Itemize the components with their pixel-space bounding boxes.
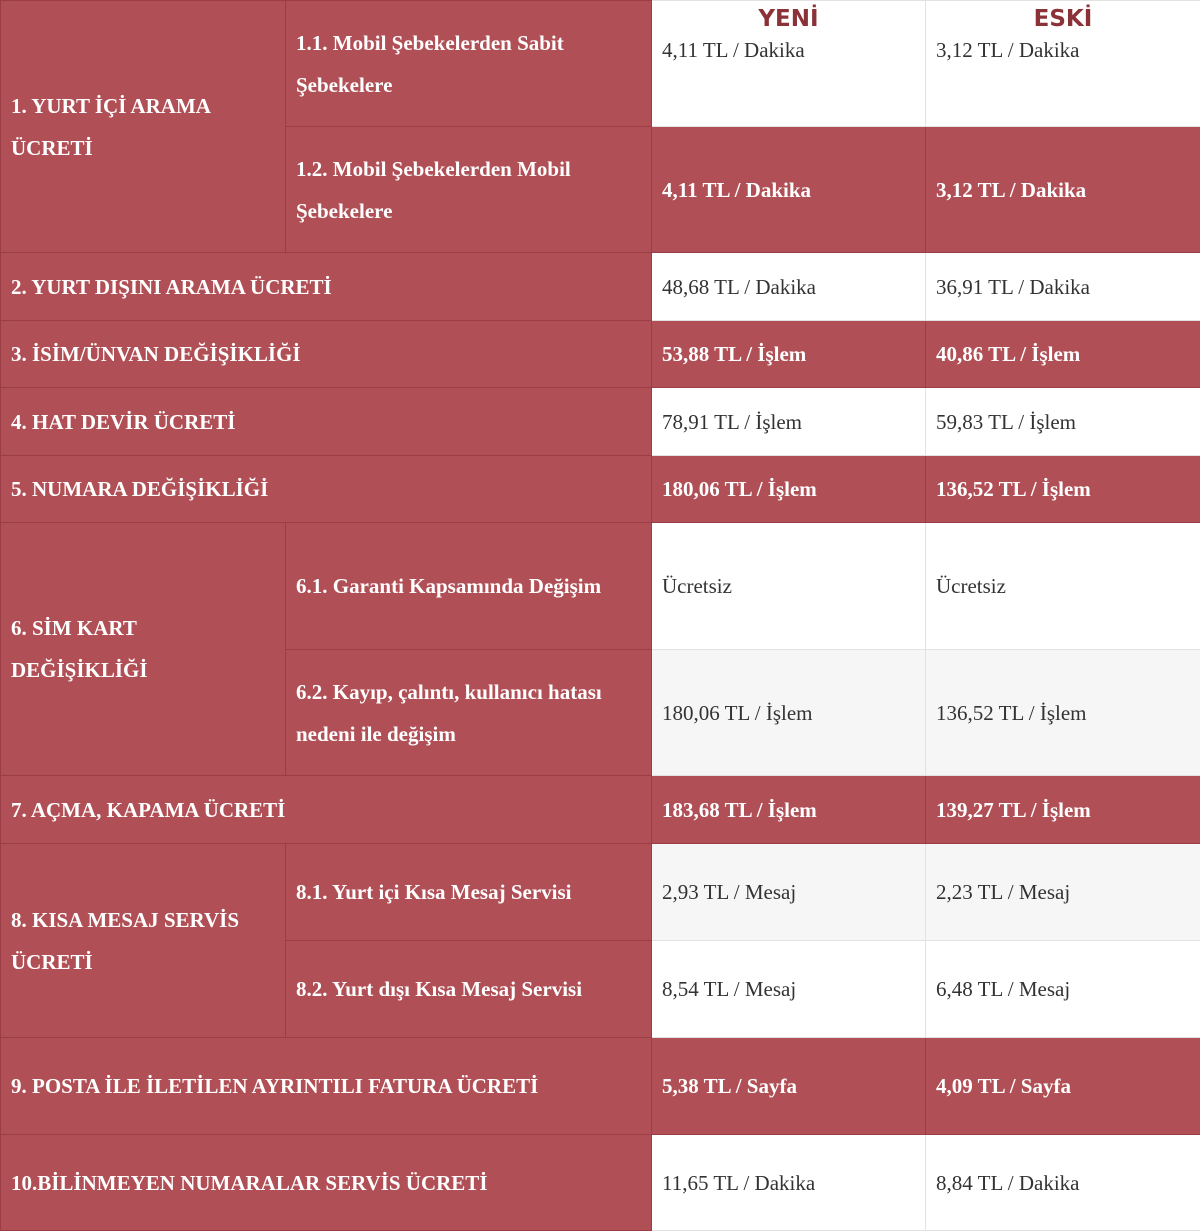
old-price-value: 136,52 TL / İşlem	[926, 456, 1200, 523]
header-old: ESKİ	[936, 7, 1190, 31]
row-label: 6. SİM KART DEĞİŞİKLİĞİ	[1, 523, 286, 776]
new-price-value: 8,54 TL / Mesaj	[652, 941, 926, 1038]
old-price-value: 2,23 TL / Mesaj	[926, 844, 1200, 941]
table-row	[1, 1038, 1200, 1135]
new-price-value: Ücretsiz	[652, 523, 926, 650]
old-price-value: 139,27 TL / İşlem	[926, 776, 1200, 844]
row-label: 7. AÇMA, KAPAMA ÜCRETİ	[1, 776, 652, 844]
new-price-cell	[652, 1, 926, 127]
row-label: 1. YURT İÇİ ARAMA ÜCRETİ	[1, 1, 286, 253]
new-price-value: 4,11 TL / Dakika	[652, 127, 926, 253]
subrow-label: 6.2. Kayıp, çalıntı, kullanıcı hatası nedeni ile değişim	[286, 650, 652, 776]
table-row	[1, 388, 1200, 456]
row-label: 9. POSTA İLE İLETİLEN AYRINTILI FATURA ÜCRETİ	[1, 1038, 652, 1135]
table-row	[1, 776, 1200, 844]
table-row	[1, 321, 1200, 388]
subrow-label: 8.2. Yurt dışı Kısa Mesaj Servisi	[286, 941, 652, 1038]
subrow-label: 1.1. Mobil Şebekelerden Sabit Şebekelere	[286, 1, 652, 127]
row-label: 3. İSİM/ÜNVAN DEĞİŞİKLİĞİ	[1, 321, 652, 388]
table-row	[1, 253, 1200, 321]
header-new: YENİ	[662, 7, 915, 31]
old-price-cell	[926, 1, 1200, 127]
new-price-value: 183,68 TL / İşlem	[652, 776, 926, 844]
new-price-value: 4,11 TL / Dakika	[662, 35, 915, 65]
table-row	[1, 523, 1200, 650]
old-price-value: 4,09 TL / Sayfa	[926, 1038, 1200, 1135]
old-price-value: 40,86 TL / İşlem	[926, 321, 1200, 388]
old-price-value: 8,84 TL / Dakika	[926, 1135, 1200, 1231]
new-price-value: 2,93 TL / Mesaj	[652, 844, 926, 941]
old-price-value: Ücretsiz	[926, 523, 1200, 650]
subrow-label: 6.1. Garanti Kapsamında Değişim	[286, 523, 652, 650]
old-price-value: 3,12 TL / Dakika	[936, 35, 1190, 65]
row-label: 5. NUMARA DEĞİŞİKLİĞİ	[1, 456, 652, 523]
subrow-label: 8.1. Yurt içi Kısa Mesaj Servisi	[286, 844, 652, 941]
new-price-value: 78,91 TL / İşlem	[652, 388, 926, 456]
row-label: 2. YURT DIŞINI ARAMA ÜCRETİ	[1, 253, 652, 321]
new-price-value: 11,65 TL / Dakika	[652, 1135, 926, 1231]
new-price-value: 5,38 TL / Sayfa	[652, 1038, 926, 1135]
table-row	[1, 456, 1200, 523]
table-row	[1, 844, 1200, 941]
new-price-value: 53,88 TL / İşlem	[652, 321, 926, 388]
old-price-value: 59,83 TL / İşlem	[926, 388, 1200, 456]
new-price-value: 48,68 TL / Dakika	[652, 253, 926, 321]
old-price-value: 136,52 TL / İşlem	[926, 650, 1200, 776]
row-label: 10.BİLİNMEYEN NUMARALAR SERVİS ÜCRETİ	[1, 1135, 652, 1231]
row-label: 8. KISA MESAJ SERVİS ÜCRETİ	[1, 844, 286, 1038]
old-price-value: 6,48 TL / Mesaj	[926, 941, 1200, 1038]
old-price-value: 36,91 TL / Dakika	[926, 253, 1200, 321]
subrow-label: 1.2. Mobil Şebekelerden Mobil Şebekelere	[286, 127, 652, 253]
table-row	[1, 1135, 1200, 1231]
new-price-value: 180,06 TL / İşlem	[652, 650, 926, 776]
row-label: 4. HAT DEVİR ÜCRETİ	[1, 388, 652, 456]
old-price-value: 3,12 TL / Dakika	[926, 127, 1200, 253]
new-price-value: 180,06 TL / İşlem	[652, 456, 926, 523]
table-row	[1, 1, 1200, 127]
